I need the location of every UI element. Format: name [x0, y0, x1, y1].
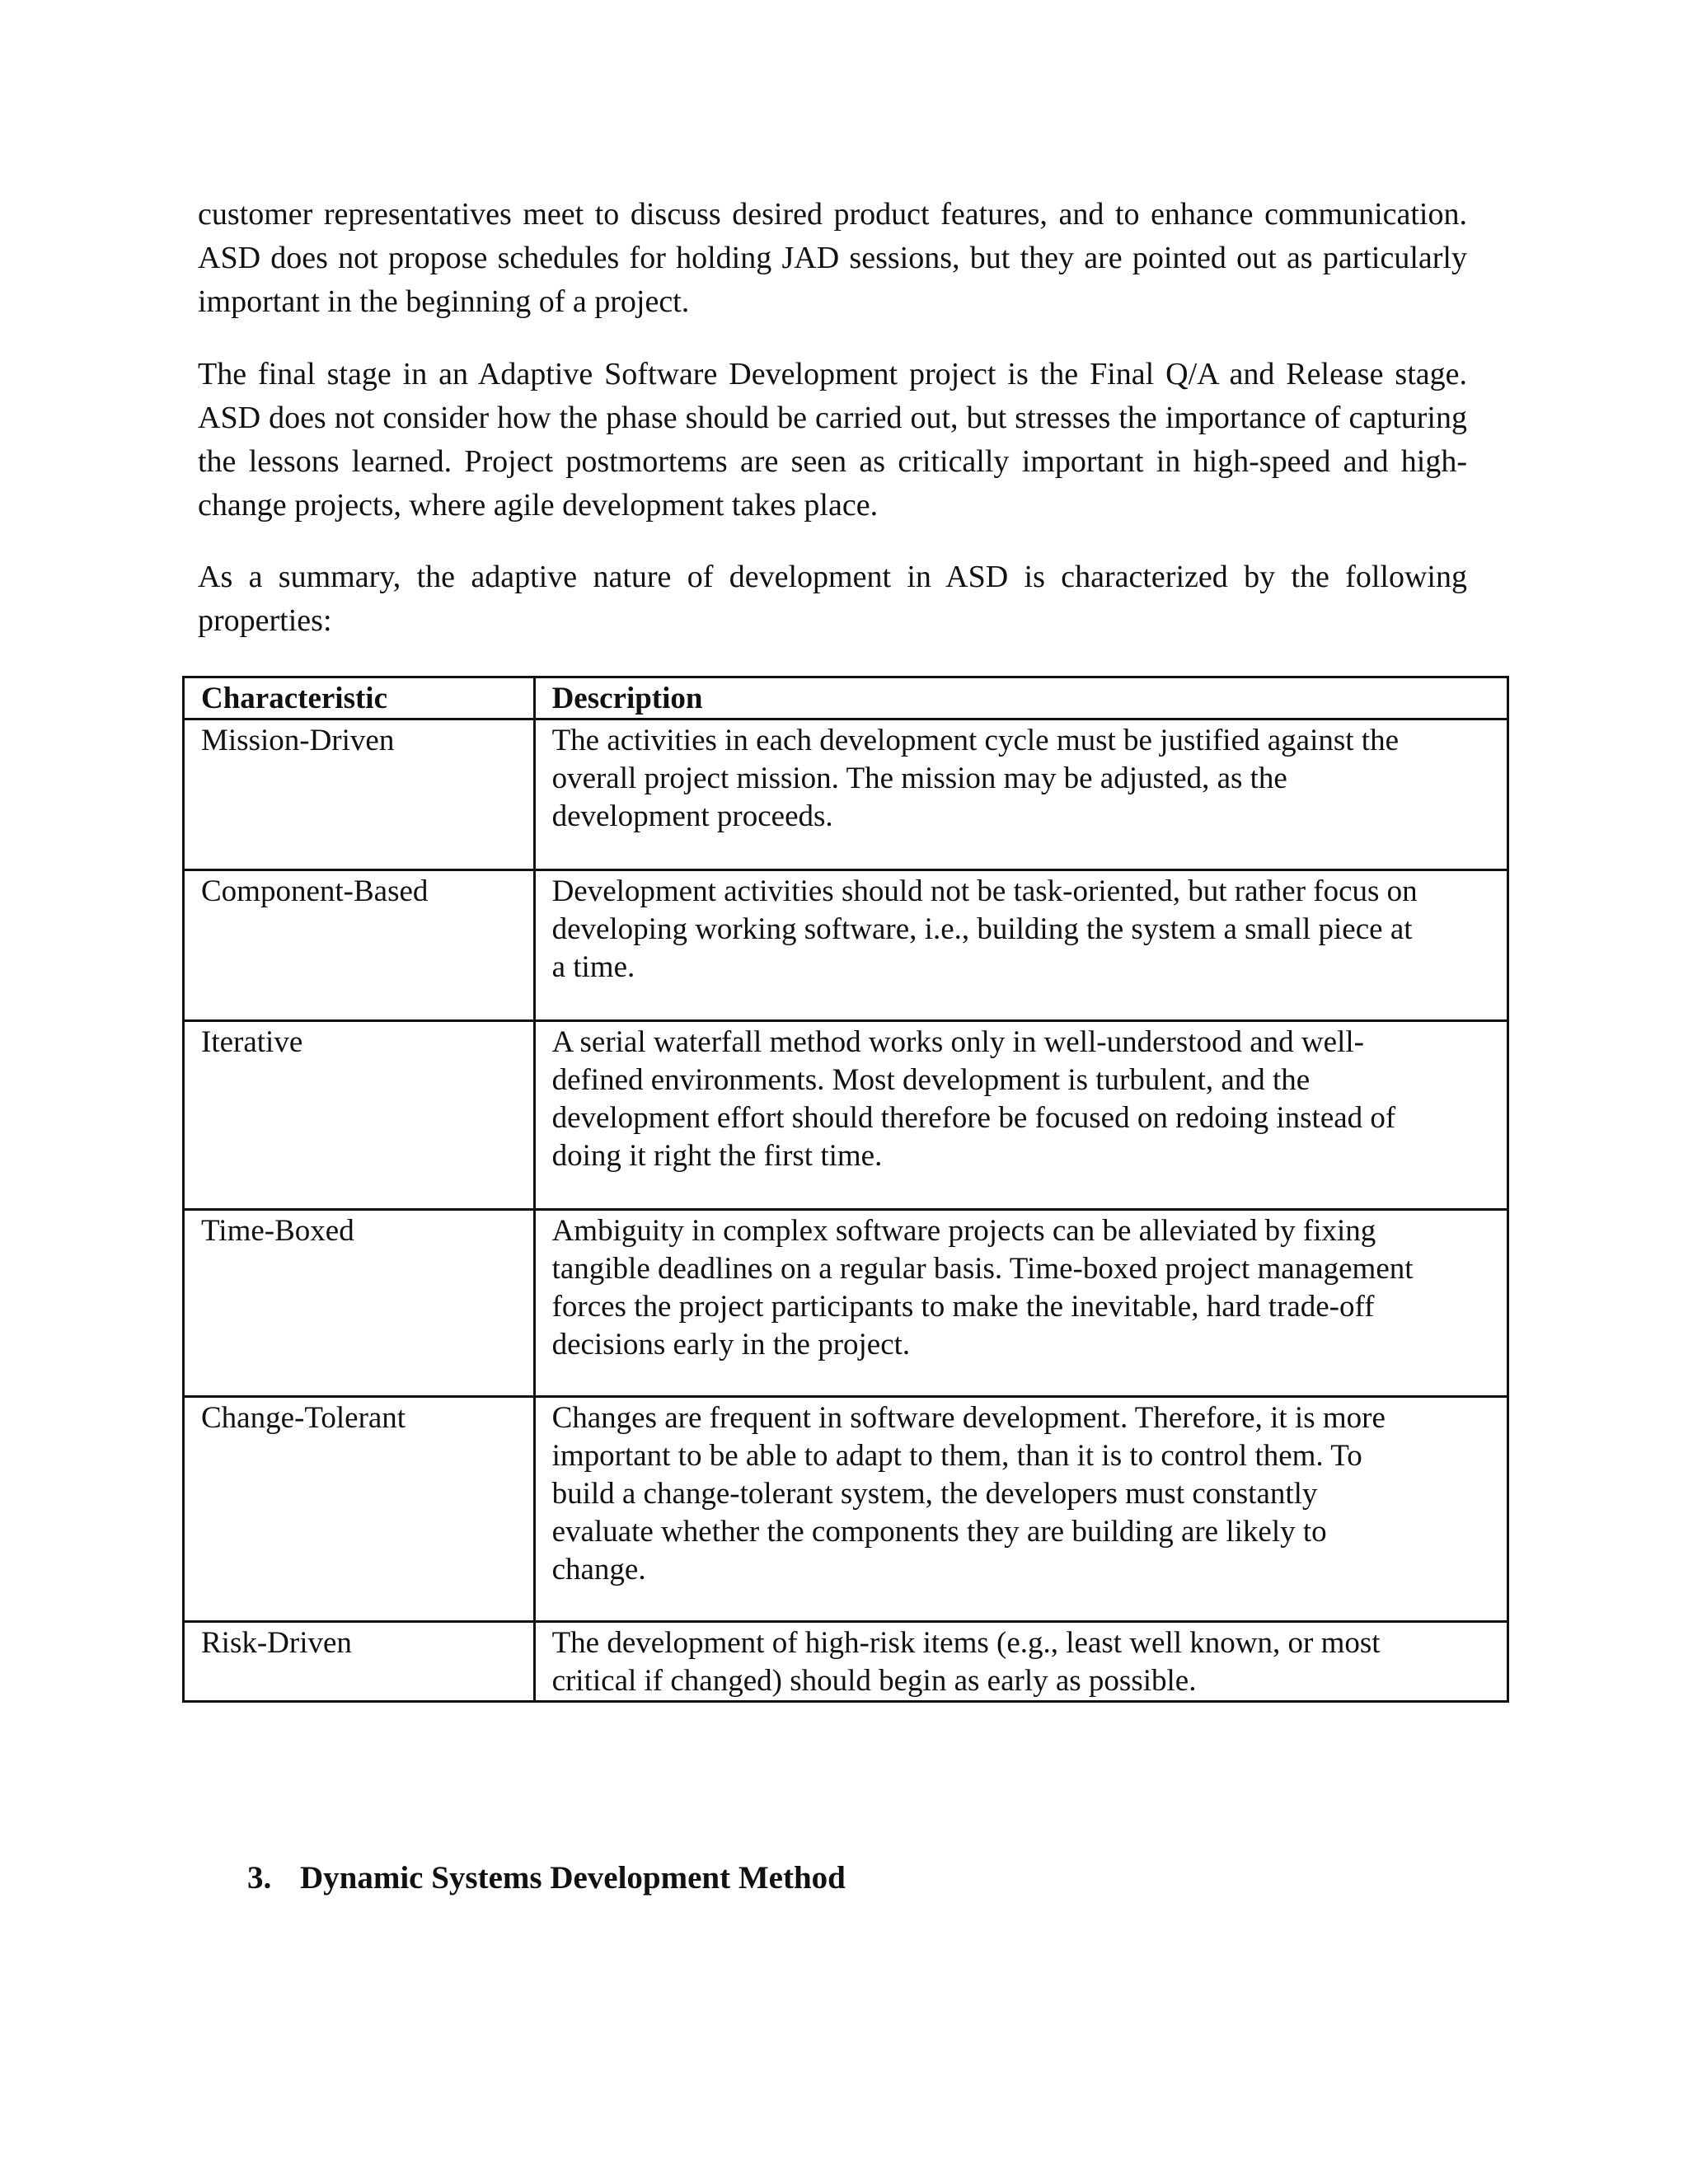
cell-description [534, 1397, 1507, 1622]
cell-characteristic: Time-Boxed [184, 1210, 535, 1397]
table-row [184, 719, 1508, 870]
table-row [184, 1021, 1508, 1210]
cell-description [534, 1622, 1507, 1702]
header-characteristic: Characteristic [184, 677, 535, 719]
paragraph-final-stage: The final stage in an Adaptive Software Development project is the Final Q/A and Release stage. ASD does not consider how the phase should be carried out, but stresses the importance of capturing the lessons learned. Project postmortems are seen as critically important in high-speed and high-change projects, where agile development takes place. [198, 357, 1467, 523]
table-row [184, 1622, 1508, 1702]
section-heading [247, 1859, 846, 1896]
cell-characteristic: Change-Tolerant [184, 1397, 535, 1622]
cell-description [534, 870, 1507, 1021]
header-description: Description [534, 677, 1507, 719]
table-row [184, 1210, 1508, 1397]
cell-characteristic: Iterative [184, 1021, 535, 1210]
description-text: A serial waterfall method works only in well-understood and well-defined environments. Most development is turbulent, and the development effort should therefore be focused on redoing instead of doing it right the first time. [551, 1025, 1396, 1173]
paragraph-jad-sessions: customer representatives meet to discuss desired product features, and to enhance communication. ASD does not propose schedules for holding JAD sessions, but they are pointed out as particularly important in the beginning of a project. [198, 197, 1467, 319]
table-header-row [184, 677, 1508, 719]
description-text: The activities in each development cycle must be justified against the overall project mission. The mission may be adjusted, as the development proceeds. [551, 724, 1399, 833]
cell-characteristic: Mission-Driven [184, 719, 535, 870]
table-row [184, 870, 1508, 1021]
cell-description [534, 719, 1507, 870]
cell-characteristic: Component-Based [184, 870, 535, 1021]
table-row [184, 1397, 1508, 1622]
section-title: Dynamic Systems Development Method [300, 1860, 846, 1896]
asd-properties-table [182, 676, 1509, 1703]
cell-description [534, 1021, 1507, 1210]
description-text: Changes are frequent in software development. Therefore, it is more important to be able to adapt to them, than it is to control them. To build a change-tolerant system, the developers must constantly evaluate whether the components they are building are likely to change. [551, 1401, 1386, 1586]
description-text: Ambiguity in complex software projects can be alleviated by fixing tangible deadlines on a regular basis. Time-boxed project management forces the project participants to make the inevitable, hard trade-off decisions early in the project. [551, 1214, 1414, 1361]
section-number: 3. [247, 1860, 272, 1896]
description-text: Development activities should not be task-oriented, but rather focus on developing working software, i.e., building the system a small piece at a time. [551, 874, 1418, 984]
cell-description [534, 1210, 1507, 1397]
cell-characteristic: Risk-Driven [184, 1622, 535, 1702]
paragraph-summary-intro: As a summary, the adaptive nature of development in ASD is characterized by the following properties: [198, 560, 1467, 638]
description-text: The development of high-risk items (e.g., least well known, or most critical if changed) should begin as early as possible. [551, 1626, 1381, 1698]
